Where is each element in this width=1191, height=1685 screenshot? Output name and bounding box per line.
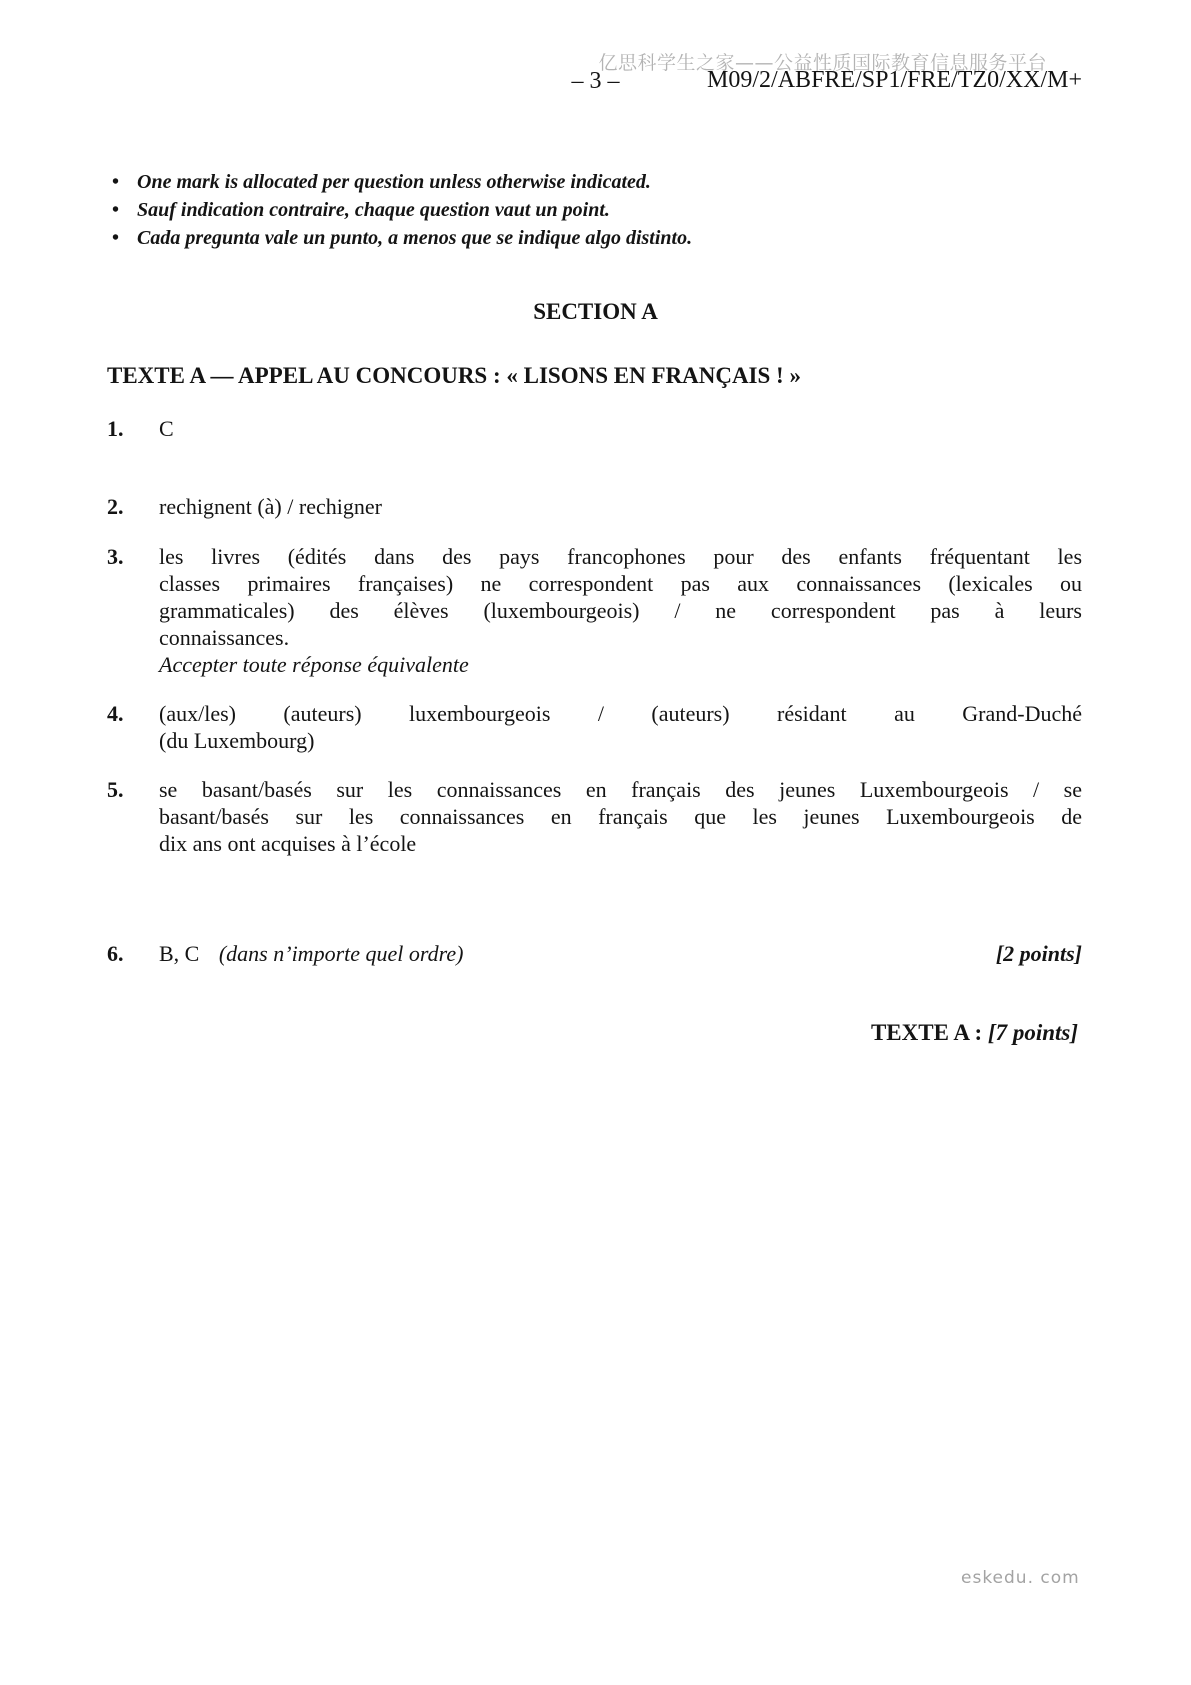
texte-a-heading: TEXTE A — APPEL AU CONCOURS : « LISONS EN FRANÇAIS ! »	[107, 363, 801, 388]
question-answer	[159, 700, 1082, 754]
answer-line: grammaticales) des élèves (luxembourgeois) / ne correspondent pas à leurs	[159, 598, 1082, 623]
section-title: SECTION A	[533, 299, 658, 324]
question-answer-row	[159, 940, 1082, 967]
question-6	[107, 940, 1082, 967]
paper-code: M09/2/ABFRE/SP1/FRE/TZ0/XX/M+	[707, 67, 1082, 93]
instruction-text: Sauf indication contraire, chaque question vaut un point.	[137, 199, 610, 221]
instruction-item	[112, 168, 1012, 196]
footer-watermark: eskedu. com	[961, 1568, 1080, 1588]
bullet-icon	[112, 168, 119, 196]
question-number: 6.	[107, 941, 124, 966]
question-answer: B, C	[159, 941, 200, 966]
instruction-item	[112, 196, 1012, 224]
page-number: – 3 –	[571, 68, 620, 94]
question-number: 2.	[107, 494, 124, 519]
answer-line: (aux/les) (auteurs) luxembourgeois / (auteurs) résidant au Grand-Duché	[159, 701, 1082, 726]
total-label: TEXTE A :	[870, 1020, 983, 1045]
answer-line: (du Luxembourg)	[159, 728, 315, 753]
answer-line: les livres (édités dans des pays francophones pour des enfants fréquentant les	[159, 544, 1082, 569]
answer-line: classes primaires françaises) ne correspondent pas aux connaissances (lexicales ou	[159, 571, 1082, 596]
answer-line: connaissances.	[159, 625, 290, 650]
points-badge: [2 points]	[995, 941, 1082, 966]
question-number: 3.	[107, 544, 124, 569]
instructions-list	[112, 168, 1012, 252]
question-2	[107, 493, 1082, 520]
texte-a-total	[871, 1020, 1078, 1046]
answer-line: basant/basés sur les connaissances en français que les jeunes Luxembourgeois de	[159, 804, 1082, 829]
question-answer	[159, 543, 1082, 651]
total-points: [7 points]	[987, 1020, 1078, 1045]
question-4	[107, 700, 1082, 754]
question-answer	[159, 776, 1082, 857]
question-3	[107, 543, 1082, 678]
bullet-icon	[112, 196, 119, 224]
answer-line: se basant/basés sur les connaissances en français des jeunes Luxembourgeois / se	[159, 777, 1082, 802]
question-number: 4.	[107, 701, 124, 726]
instruction-text: Cada pregunta vale un punto, a menos que se indique algo distinto.	[137, 227, 693, 249]
marker-note: Accepter toute réponse équivalente	[159, 652, 469, 677]
question-answer: rechignent (à) / rechigner	[159, 494, 382, 519]
question-number: 5.	[107, 777, 124, 802]
question-number: 1.	[107, 416, 124, 441]
instruction-text: One mark is allocated per question unless otherwise indicated.	[137, 171, 651, 193]
marker-note: (dans n’importe quel ordre)	[218, 941, 464, 966]
answer-line: dix ans ont acquises à l’école	[159, 831, 417, 856]
question-answer: C	[159, 416, 174, 441]
header-watermark: 亿思科学生之家——公益性质国际教育信息服务平台	[598, 52, 1047, 74]
instruction-item	[112, 224, 1012, 252]
question-1	[107, 415, 1082, 442]
question-5	[107, 776, 1082, 857]
bullet-icon	[112, 224, 119, 252]
